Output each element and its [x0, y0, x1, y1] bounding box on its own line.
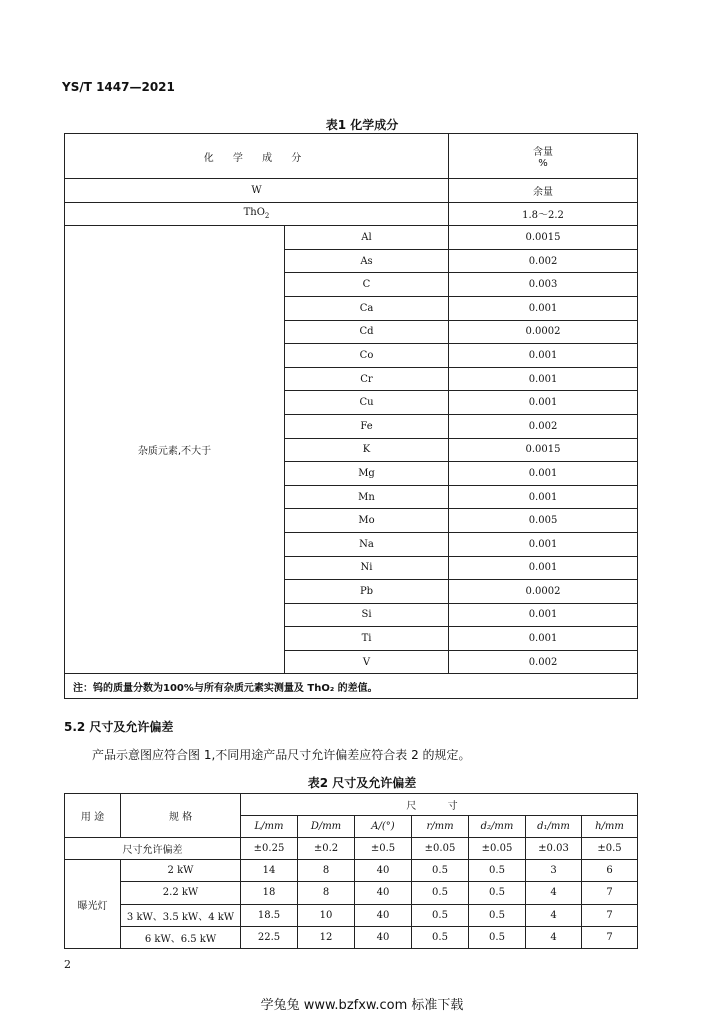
- dimension-value: 8: [298, 860, 355, 882]
- spec-cell: 3 kW、3.5 kW、4 kW: [121, 904, 241, 926]
- tolerance-value: ±0.05: [469, 838, 526, 860]
- dimension-value: 40: [355, 904, 412, 926]
- dimension-value: 18.5: [241, 904, 298, 926]
- dimension-value: 4: [526, 904, 582, 926]
- dimension-value: 40: [355, 860, 412, 882]
- dimension-value: 10: [298, 904, 355, 926]
- impurity-element: V: [285, 650, 449, 674]
- impurity-element: Al: [285, 226, 449, 250]
- impurity-value: 0.003: [449, 273, 638, 297]
- dimension-tolerance-table: [64, 793, 638, 949]
- impurity-label: 杂质元素,不大于: [65, 226, 285, 674]
- dimension-value: 18: [241, 882, 298, 904]
- impurity-value: 0.001: [449, 391, 638, 415]
- impurity-element: Mn: [285, 485, 449, 509]
- dimension-value: 40: [355, 926, 412, 948]
- dimension-value: 40: [355, 882, 412, 904]
- tolerance-value: ±0.2: [298, 838, 355, 860]
- thoria-label: ThO$_2$: [65, 202, 449, 226]
- impurity-value: 0.0015: [449, 226, 638, 250]
- impurity-element: Ni: [285, 556, 449, 580]
- impurity-element: Mg: [285, 462, 449, 486]
- table1-caption: 表1 化学成分: [325, 118, 399, 132]
- impurity-value: 0.001: [449, 485, 638, 509]
- dimension-value: 7: [582, 904, 638, 926]
- dimension-col-header: d₁/mm: [526, 816, 582, 838]
- dimension-value: 0.5: [469, 860, 526, 882]
- tolerance-value: ±0.05: [412, 838, 469, 860]
- spec-cell: 2 kW: [121, 860, 241, 882]
- dimension-col-header: r/mm: [412, 816, 469, 838]
- dimension-value: 0.5: [412, 926, 469, 948]
- impurity-element: Na: [285, 532, 449, 556]
- chemical-composition-table: [64, 133, 638, 699]
- dimension-value: 0.5: [469, 882, 526, 904]
- impurity-element: Ti: [285, 627, 449, 651]
- dimension-value: 0.5: [412, 882, 469, 904]
- dimension-value: 8: [298, 882, 355, 904]
- dimension-value: 0.5: [412, 860, 469, 882]
- dimension-header: 尺 寸: [241, 794, 638, 816]
- dimension-col-header: A/(°): [355, 816, 412, 838]
- tolerance-value: ±0.5: [355, 838, 412, 860]
- tungsten-label: W: [65, 179, 449, 203]
- tolerance-value: ±0.5: [582, 838, 638, 860]
- thoria-value: 1.8～2.2: [449, 202, 638, 226]
- section-heading: 5.2 尺寸及允许偏差: [64, 720, 174, 734]
- dimension-value: 14: [241, 860, 298, 882]
- dimension-col-header: d₂/mm: [469, 816, 526, 838]
- spec-cell: 2.2 kW: [121, 882, 241, 904]
- dimension-col-header: L/mm: [241, 816, 298, 838]
- impurity-value: 0.001: [449, 462, 638, 486]
- use-header: 用 途: [65, 794, 121, 838]
- impurity-value: 0.001: [449, 556, 638, 580]
- tungsten-value: 余量: [449, 179, 638, 203]
- dimension-value: 4: [526, 882, 582, 904]
- impurity-value: 0.0002: [449, 580, 638, 604]
- dimension-value: 0.5: [469, 926, 526, 948]
- impurity-value: 0.005: [449, 509, 638, 533]
- watermark: 学兔兔 www.bzfxw.com 标准下载: [260, 998, 464, 1013]
- dimension-value: 6: [582, 860, 638, 882]
- dimension-value: 22.5: [241, 926, 298, 948]
- spec-cell: 6 kW、6.5 kW: [121, 926, 241, 948]
- impurity-element: Si: [285, 603, 449, 627]
- spec-header: 规 格: [121, 794, 241, 838]
- impurity-element: Fe: [285, 414, 449, 438]
- impurity-value: 0.001: [449, 532, 638, 556]
- impurity-element: Cr: [285, 367, 449, 391]
- dimension-col-header: D/mm: [298, 816, 355, 838]
- impurity-element: Cd: [285, 320, 449, 344]
- tolerance-value: ±0.25: [241, 838, 298, 860]
- section-paragraph: 产品示意图应符合图 1,不同用途产品尺寸允许偏差应符合表 2 的规定。: [92, 748, 471, 762]
- impurity-value: 0.001: [449, 603, 638, 627]
- impurity-element: C: [285, 273, 449, 297]
- impurity-value: 0.002: [449, 414, 638, 438]
- impurity-value: 0.002: [449, 650, 638, 674]
- table1-note: 注：钨的质量分数为100%与所有杂质元素实测量及 ThO₂ 的差值。: [65, 674, 638, 699]
- impurity-element: As: [285, 249, 449, 273]
- table2-caption: 表2 尺寸及允许偏差: [307, 776, 417, 790]
- dimension-value: 0.5: [412, 904, 469, 926]
- impurity-value: 0.0015: [449, 438, 638, 462]
- dimension-value: 7: [582, 926, 638, 948]
- table-row: [65, 926, 638, 948]
- tolerance-label: 尺寸允许偏差: [65, 838, 241, 860]
- dimension-value: 3: [526, 860, 582, 882]
- table-row: [65, 882, 638, 904]
- dimension-value: 7: [582, 882, 638, 904]
- impurity-value: 0.0002: [449, 320, 638, 344]
- table-row: [65, 904, 638, 926]
- impurity-value: 0.001: [449, 627, 638, 651]
- impurity-element: Pb: [285, 580, 449, 604]
- dimension-value: 12: [298, 926, 355, 948]
- impurity-element: K: [285, 438, 449, 462]
- impurity-value: 0.001: [449, 296, 638, 320]
- tolerance-value: ±0.03: [526, 838, 582, 860]
- table-row: [65, 860, 638, 882]
- impurity-element: Co: [285, 344, 449, 368]
- dimension-value: 4: [526, 926, 582, 948]
- use-label: 曝光灯: [65, 860, 121, 949]
- content-header: 含量 %: [449, 134, 638, 179]
- impurity-element: Mo: [285, 509, 449, 533]
- impurity-value: 0.001: [449, 367, 638, 391]
- dimension-col-header: h/mm: [582, 816, 638, 838]
- page-number: 2: [64, 958, 71, 971]
- impurity-row: [65, 226, 638, 250]
- impurity-value: 0.001: [449, 344, 638, 368]
- impurity-element: Cu: [285, 391, 449, 415]
- composition-header: 化 学 成 分: [65, 134, 449, 179]
- impurity-element: Ca: [285, 296, 449, 320]
- document-code: YS/T 1447—2021: [62, 80, 175, 94]
- impurity-value: 0.002: [449, 249, 638, 273]
- dimension-value: 0.5: [469, 904, 526, 926]
